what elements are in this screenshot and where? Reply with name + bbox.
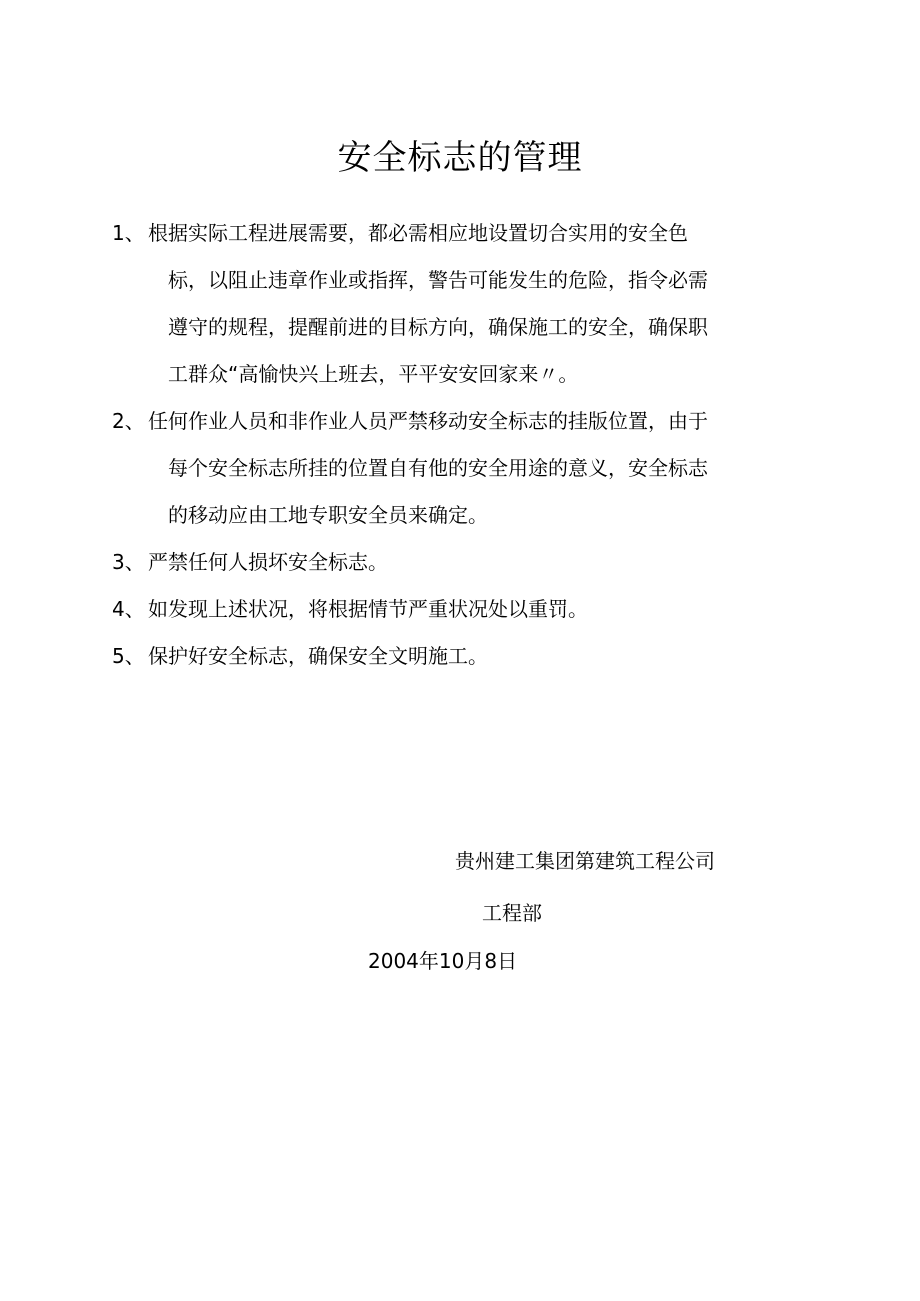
- list-item: [112, 398, 802, 539]
- item-line: 任何作业人员和非作业人员严禁移动安全标志的挂版位置，由于: [148, 409, 708, 433]
- item-text: [148, 539, 802, 586]
- footer-department: 工程部: [482, 901, 542, 925]
- item-number: 3、: [112, 550, 145, 574]
- item-list: [112, 210, 802, 680]
- document-title: 安全标志的管理: [337, 138, 583, 178]
- list-item: [112, 633, 802, 680]
- footer-date: 2004年10月8日: [368, 949, 518, 973]
- item-line: 如发现上述状况，将根据情节严重状况处以重罚。: [148, 597, 588, 621]
- item-text: [148, 398, 802, 539]
- item-line: 遵守的规程，提醒前进的目标方向，确保施工的安全，确保职: [168, 315, 708, 339]
- item-line: 工群众“高愉快兴上班去，平平安安回家来〃。: [168, 362, 579, 386]
- item-line: 根据实际工程进展需要，都必需相应地设置切合实用的安全色: [148, 221, 688, 245]
- list-item: [112, 539, 802, 586]
- item-text: [148, 210, 802, 398]
- list-item: [112, 586, 802, 633]
- item-line: 保护好安全标志，确保安全文明施工。: [148, 644, 488, 668]
- item-line: 的移动应由工地专职安全员来确定。: [168, 503, 488, 527]
- item-number: 2、: [112, 409, 145, 433]
- list-item: [112, 210, 802, 398]
- item-line: 每个安全标志所挂的位置自有他的安全用途的意义，安全标志: [168, 456, 708, 480]
- item-text: [148, 586, 802, 633]
- item-number: 5、: [112, 644, 145, 668]
- item-number: 4、: [112, 597, 145, 621]
- item-line: 严禁任何人损坏安全标志。: [148, 550, 388, 574]
- item-line: 标，以阻止违章作业或指挥，警告可能发生的危险，指令必需: [168, 268, 708, 292]
- item-number: 1、: [112, 221, 145, 245]
- footer-company: 贵州建工集团第建筑工程公司: [455, 849, 715, 873]
- item-text: [148, 633, 802, 680]
